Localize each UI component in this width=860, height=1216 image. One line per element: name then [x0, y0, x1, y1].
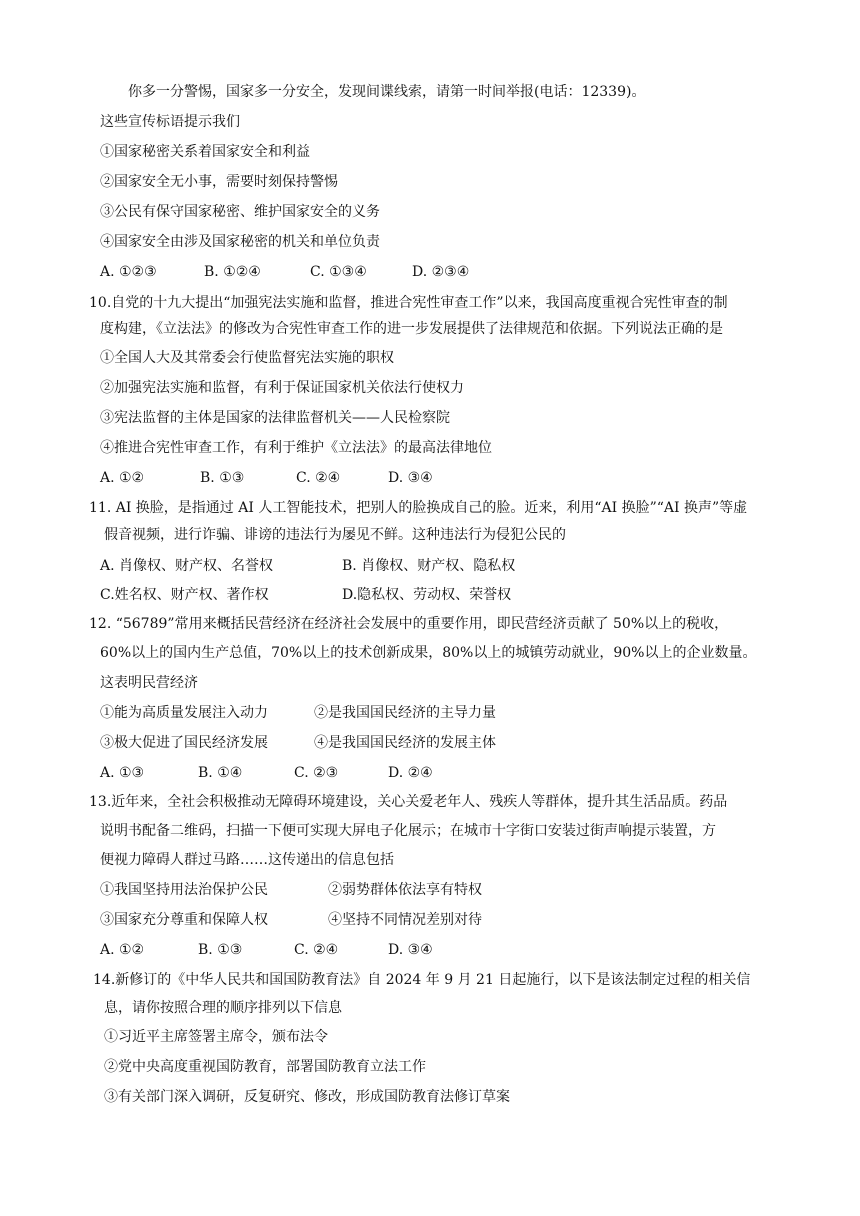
q12-option-d: D. ②④ [388, 765, 433, 781]
q13-option-b: B. ①③ [198, 942, 243, 958]
q10-option-a: A. ①② [100, 470, 145, 486]
q11-option-d: D.隐私权、劳动权、荣誉权 [342, 587, 512, 603]
q13-option-a: A. ①② [100, 942, 145, 958]
q12-option-a: A. ①③ [100, 765, 145, 781]
q9-intro-tail: 你多一分警惕，国家多一分安全，发现间谍线索，请第一时间举报(电话：12339)。 [128, 84, 646, 100]
q11-stem-line-2: 假音视频，进行诈骗、诽谤的违法行为屡见不鲜。这种违法行为侵犯公民的 [104, 527, 566, 543]
q13-item-4: ④坚持不同情况差别对待 [328, 912, 482, 928]
q12-stem-line-1: 12. “56789”常用来概括民营经济在经济社会发展中的重要作用，即民营经济贡献了 50%以上的税收， [89, 616, 729, 632]
q12-item-4: ④是我国国民经济的发展主体 [314, 735, 496, 751]
q14-item-1: ①习近平主席签署主席令，颁布法令 [104, 1029, 328, 1045]
q13-stem-line-2: 说明书配备二维码，扫描一下便可实现大屏电子化展示；在城市十字街口安装过街声响提示装置，方 [100, 823, 716, 839]
q9-prompt: 这些宣传标语提示我们 [100, 114, 240, 130]
q10-stem-line-1: 10.自党的十九大提出“加强宪法实施和监督，推进合宪性审查工作”以来，我国高度重视合宪性审查的制 [89, 295, 728, 311]
q10-option-d: D. ③④ [388, 470, 433, 486]
q11-stem-line-1: 11. AI 换脸，是指通过 AI 人工智能技术，把别人的脸换成自己的脸。近来，利用“AI 换脸”“AI 换声”等虚 [89, 500, 748, 516]
q14-stem-line-2: 息，请你按照合理的顺序排列以下信息 [104, 1000, 342, 1016]
q13-item-2: ②弱势群体依法享有特权 [328, 882, 482, 898]
q9-item-3: ③公民有保守国家秘密、维护国家安全的义务 [100, 204, 380, 220]
q12-item-1: ①能为高质量发展注入动力 [100, 705, 268, 721]
q10-option-b: B. ①③ [200, 470, 245, 486]
q12-option-c: C. ②③ [294, 765, 339, 781]
q10-item-2: ②加强宪法实施和监督，有利于保证国家机关依法行使权力 [100, 380, 464, 396]
q11-option-b: B. 肖像权、财产权、隐私权 [342, 558, 516, 574]
q13-stem-line-3: 便视力障碍人群过马路……这传递出的信息包括 [100, 852, 394, 868]
q13-item-1: ①我国坚持用法治保护公民 [100, 882, 268, 898]
q9-option-b: B. ①②④ [204, 264, 261, 280]
q10-item-1: ①全国人大及其常委会行使监督宪法实施的职权 [100, 350, 394, 366]
q9-option-c: C. ①③④ [310, 264, 367, 280]
q10-stem-line-2: 度构建，《立法法》的修改为合宪性审查工作的进一步发展提供了法律规范和依据。下列说法正确的是 [100, 321, 723, 337]
q10-item-3: ③宪法监督的主体是国家的法律监督机关——人民检察院 [100, 410, 450, 426]
q14-item-2: ②党中央高度重视国防教育，部署国防教育立法工作 [104, 1059, 426, 1075]
q14-item-3: ③有关部门深入调研，反复研究、修改，形成国防教育法修订草案 [104, 1089, 510, 1105]
q14-stem-line-1: 14.新修订的《中华人民共和国国防教育法》自 2024 年 9 月 21 日起施行，以下是该法制定过程的相关信 [93, 972, 751, 988]
q9-item-1: ①国家秘密关系着国家安全和利益 [100, 144, 310, 160]
q10-option-c: C. ②④ [296, 470, 341, 486]
q12-item-3: ③极大促进了国民经济发展 [100, 735, 268, 751]
q12-option-b: B. ①④ [198, 765, 243, 781]
q10-item-4: ④推进合宪性审查工作，有利于维护《立法法》的最高法律地位 [100, 440, 492, 456]
q12-stem-line-3: 这表明民营经济 [100, 675, 198, 691]
q13-option-c: C. ②④ [294, 942, 339, 958]
q12-stem-line-2: 60%以上的国内生产总值，70%以上的技术创新成果，80%以上的城镇劳动就业，90%以上的企业数量。 [100, 645, 757, 661]
q9-item-2: ②国家安全无小事，需要时刻保持警惕 [100, 174, 338, 190]
q11-option-c: C.姓名权、财产权、著作权 [100, 587, 269, 603]
q9-option-d: D. ②③④ [412, 264, 470, 280]
q9-option-a: A. ①②③ [100, 264, 157, 280]
q13-item-3: ③国家充分尊重和保障人权 [100, 912, 268, 928]
q9-item-4: ④国家安全由涉及国家秘密的机关和单位负责 [100, 234, 380, 250]
q13-stem-line-1: 13.近年来，全社会积极推动无障碍环境建设，关心关爱老年人、残疾人等群体，提升其生活品质。药品 [89, 794, 728, 810]
q12-item-2: ②是我国国民经济的主导力量 [314, 705, 496, 721]
q11-option-a: A. 肖像权、财产权、名誉权 [100, 558, 274, 574]
q13-option-d: D. ③④ [388, 942, 433, 958]
